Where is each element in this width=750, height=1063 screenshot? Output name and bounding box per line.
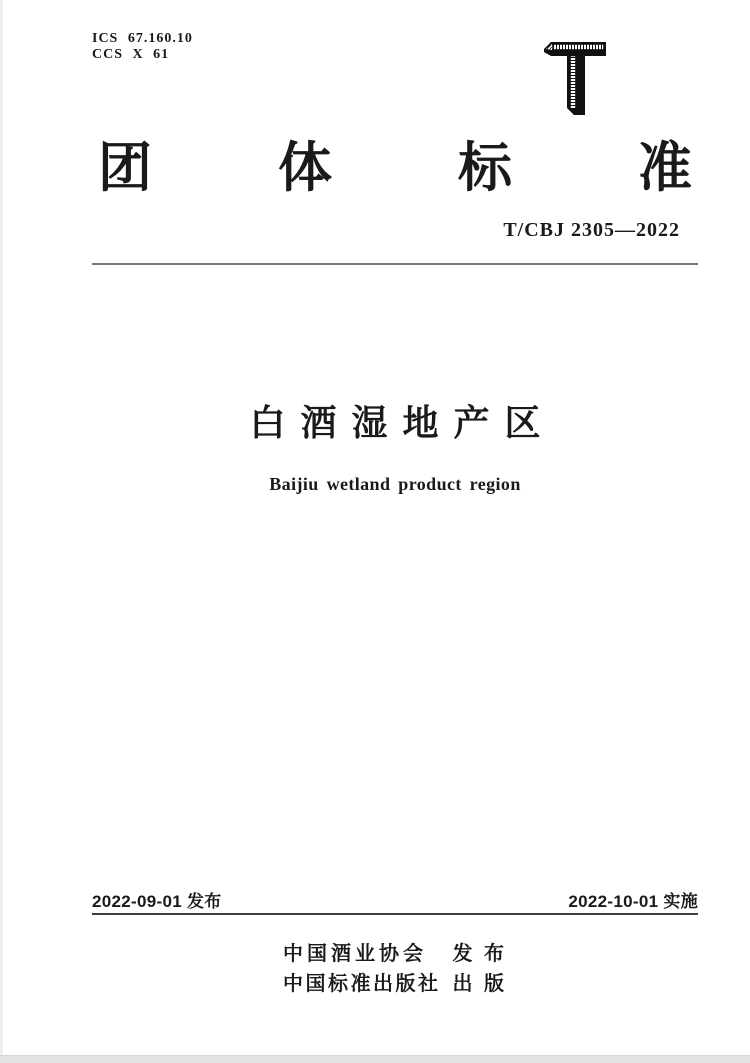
ccs-code: CCS X 61 xyxy=(92,47,170,62)
publisher-block xyxy=(283,936,507,996)
ics-code: ICS 67.160.10 xyxy=(92,31,193,46)
dates-row xyxy=(92,888,698,910)
issue-date: 2022-09-01 发布 xyxy=(92,891,222,911)
band-title-char: 团 xyxy=(98,138,152,198)
publisher-row xyxy=(283,966,507,996)
document-title-cn: 白酒湿地产区 xyxy=(249,402,556,443)
header-divider xyxy=(92,263,698,265)
implementation-date: 2022-10-01 实施 xyxy=(568,891,698,911)
band-title-char: 准 xyxy=(638,138,692,198)
page-bottom-edge xyxy=(0,1055,750,1063)
page-left-edge xyxy=(0,0,3,1063)
standard-number: T/CBJ 2305—2022 xyxy=(503,219,680,241)
t-mark-icon xyxy=(543,41,608,116)
publisher-org: 中国酒业协会 xyxy=(283,942,427,965)
band-title-char: 标 xyxy=(458,138,512,198)
publisher-role: 发 布 xyxy=(452,942,507,965)
band-title-char: 体 xyxy=(278,138,332,198)
publisher-row xyxy=(283,936,507,966)
document-title-en: Baijiu wetland product region xyxy=(269,474,521,494)
publisher-role: 出 版 xyxy=(452,972,507,995)
classification-codes xyxy=(92,31,193,63)
band-title xyxy=(98,139,692,197)
publisher-org: 中国标准出版社 xyxy=(283,972,441,995)
footer-divider xyxy=(92,913,698,915)
